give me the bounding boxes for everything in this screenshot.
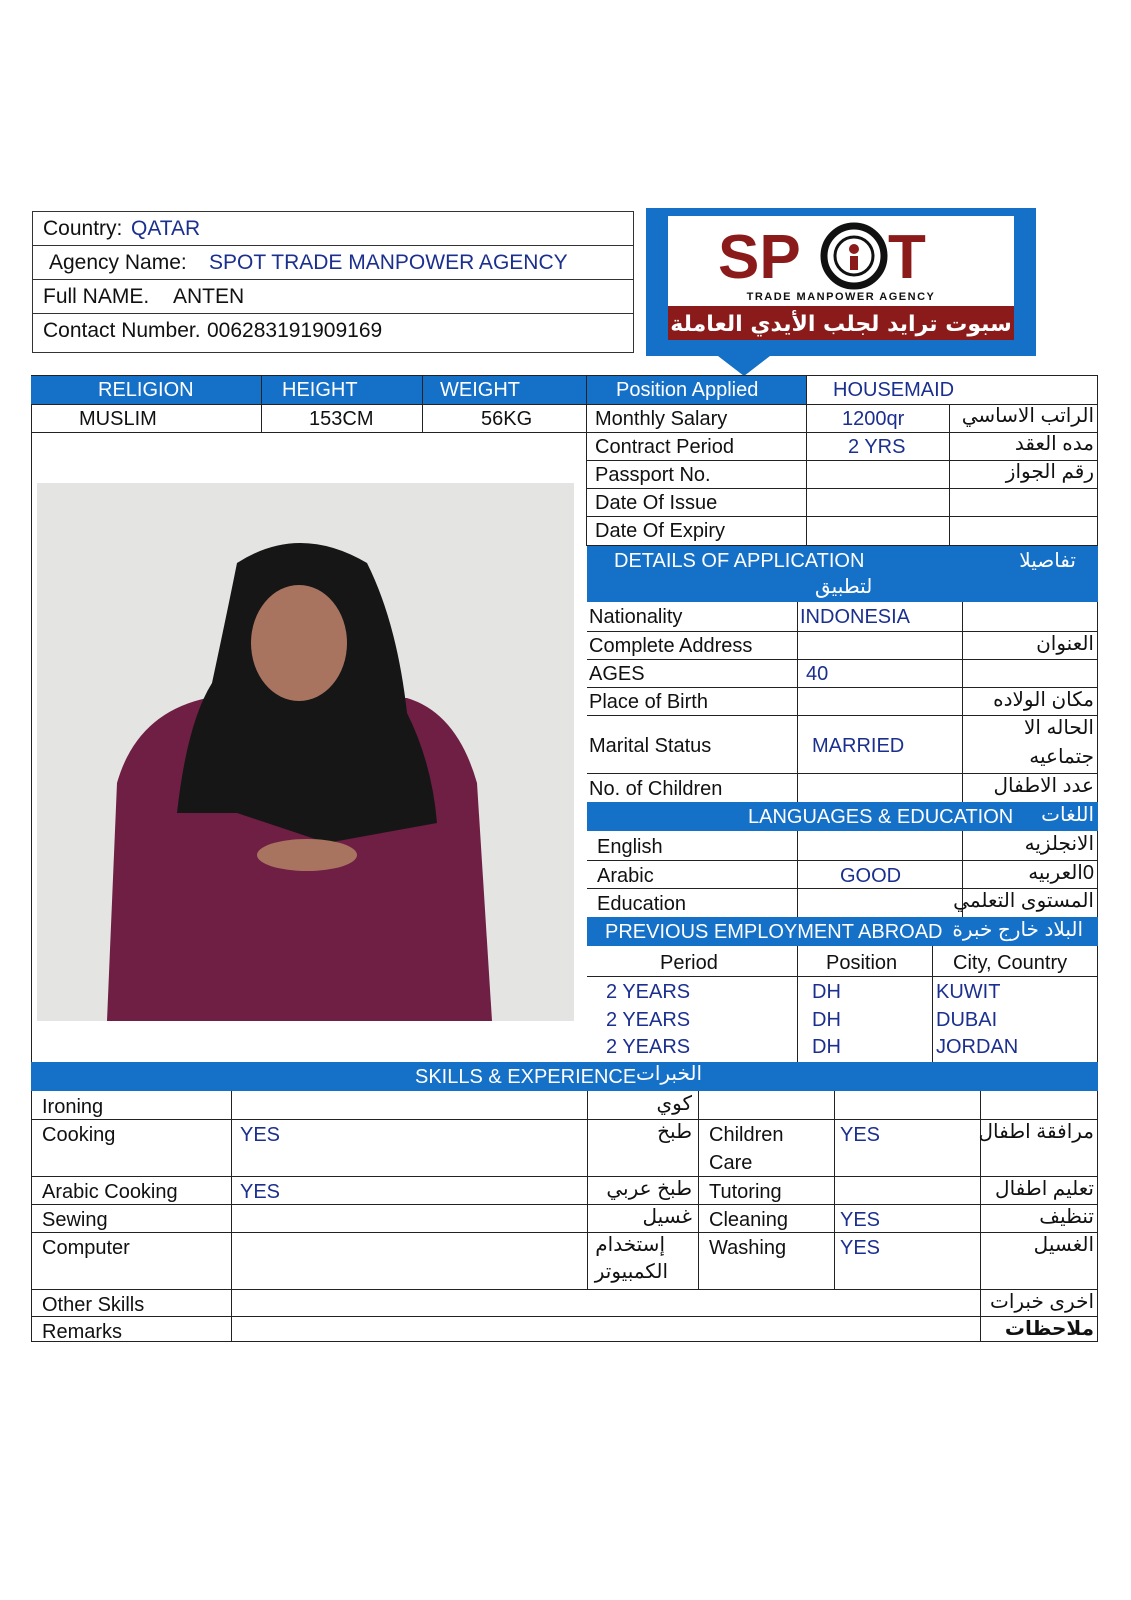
agency-logo — [646, 208, 1036, 356]
arabic-language-value: GOOD — [840, 865, 902, 887]
cleaning-arabic: تنظيف — [1039, 1206, 1094, 1228]
marital-status-arabic-1: الحاله الا — [1024, 717, 1094, 739]
height-value: 153CM — [309, 408, 374, 430]
place-of-birth-label: Place of Birth — [589, 691, 708, 713]
ironing-arabic: كوي — [656, 1093, 692, 1115]
religion-value: MUSLIM — [79, 408, 157, 430]
logo-pointer — [718, 356, 770, 376]
languages-header-ar: اللغات — [1041, 804, 1094, 826]
height-header: HEIGHT — [282, 379, 358, 401]
applicant-photo — [37, 483, 574, 1021]
computer-label: Computer — [42, 1237, 130, 1259]
monthly-salary-value: 1200qr — [842, 408, 905, 430]
education-arabic: المستوى التعلمي — [953, 890, 1094, 912]
employment-period: 2 YEARS — [606, 1009, 691, 1031]
computer-arabic-1: إستخدام — [595, 1234, 665, 1256]
sewing-arabic: غسيل — [642, 1206, 692, 1228]
arabic-cooking-arabic: طبخ عربي — [606, 1178, 692, 1200]
applicant-info-box — [32, 211, 634, 353]
spot-logo-graphic — [668, 216, 1014, 340]
weight-value: 56KG — [481, 408, 533, 430]
washing-value: YES — [840, 1237, 881, 1259]
tutoring-arabic: تعليم اطفال — [995, 1178, 1094, 1200]
contact-label: Contact Number. — [43, 319, 201, 342]
religion-header: RELIGION — [98, 379, 194, 401]
children-care-value: YES — [840, 1124, 881, 1146]
children-care-arabic: مرافقة اطفال — [978, 1121, 1094, 1143]
agency-value: SPOT TRADE MANPOWER AGENCY — [209, 251, 568, 274]
logo-arabic-name: سبوت ترايد لجلب الأيدي العاملة — [670, 312, 1012, 337]
washing-arabic: الغسيل — [1033, 1234, 1094, 1256]
employment-position: DH — [812, 1036, 841, 1058]
employment-period: 2 YEARS — [606, 1036, 691, 1058]
tutoring-label: Tutoring — [709, 1181, 782, 1203]
cooking-value: YES — [240, 1124, 281, 1146]
weight-header: WEIGHT — [440, 379, 520, 401]
contract-period-arabic: مده العقد — [1014, 433, 1094, 455]
washing-label: Washing — [709, 1237, 787, 1259]
remarks-label: Remarks — [42, 1321, 123, 1343]
agency-row — [33, 246, 633, 280]
education-label: Education — [597, 893, 686, 915]
agency-label: Agency Name: — [49, 251, 187, 274]
cleaning-label: Cleaning — [709, 1209, 788, 1231]
details-header-ar1: تفاصيلا — [1019, 550, 1076, 572]
children-count-label: No. of Children — [589, 778, 723, 800]
computer-arabic-2: الكمبيوتر — [594, 1261, 668, 1283]
children-care-label-2: Care — [709, 1152, 753, 1174]
english-label: English — [597, 836, 663, 858]
employment-col-position: Position — [826, 952, 898, 974]
employment-header-en: PREVIOUS EMPLOYMENT ABROAD — [605, 921, 943, 943]
name-row — [33, 280, 633, 314]
monthly-salary-label: Monthly Salary — [595, 408, 728, 430]
employment-city: JORDAN — [936, 1036, 1019, 1058]
address-arabic: العنوان — [1036, 633, 1094, 655]
passport-no-arabic: رقم الجواز — [1005, 461, 1094, 483]
position-applied-label: Position Applied — [616, 379, 759, 401]
nationality-label: Nationality — [589, 606, 683, 628]
contract-period-label: Contract Period — [595, 436, 734, 458]
marital-status-label: Marital Status — [589, 735, 712, 757]
marital-status-arabic-2: جتماعيه — [1029, 746, 1094, 768]
other-skills-arabic: اخرى خبرات — [990, 1291, 1094, 1313]
employment-position: DH — [812, 1009, 841, 1031]
arabic-cooking-value: YES — [240, 1181, 281, 1203]
skills-header-en: SKILLS & EXPERIENCE — [415, 1066, 637, 1088]
languages-header-en: LANGUAGES & EDUCATION — [748, 806, 1014, 828]
logo-subtitle: TRADE MANPOWER AGENCY — [746, 291, 936, 303]
ages-value: 40 — [806, 663, 829, 685]
contact-row — [33, 314, 633, 348]
details-header-ar2: لتطبيق — [815, 576, 873, 598]
employment-city: KUWIT — [936, 981, 1001, 1003]
arabic-language-label: Arabic — [597, 865, 654, 887]
name-value: ANTEN — [173, 285, 245, 308]
arabic-language-arabic: 0العربيه — [1028, 862, 1094, 884]
english-arabic: الانجلزيه — [1024, 833, 1094, 855]
employment-period: 2 YEARS — [606, 981, 691, 1003]
place-of-birth-arabic: مكان الولاده — [993, 689, 1094, 711]
contract-period-value: 2 YRS — [848, 436, 906, 458]
nationality-value: INDONESIA — [800, 606, 911, 628]
employment-col-city: City, Country — [953, 952, 1068, 974]
marital-status-value: MARRIED — [812, 735, 905, 757]
employment-position: DH — [812, 981, 841, 1003]
cleaning-value: YES — [840, 1209, 881, 1231]
date-of-issue-label: Date Of Issue — [595, 492, 718, 514]
monthly-salary-arabic: الراتب الاساسي — [961, 405, 1094, 427]
name-label: Full NAME. — [43, 285, 150, 308]
country-value: QATAR — [131, 217, 201, 240]
skills-header-ar: الخبرات — [636, 1063, 703, 1085]
logo-brand-t: T — [888, 223, 926, 292]
children-count-arabic: عدد الاطفال — [993, 775, 1094, 797]
country-label: Country: — [43, 217, 123, 240]
employment-header-ar: البلاد خارج خبرة — [952, 919, 1083, 941]
ironing-label: Ironing — [42, 1096, 104, 1118]
sewing-label: Sewing — [42, 1209, 108, 1231]
arabic-cooking-label: Arabic Cooking — [42, 1181, 178, 1203]
employment-city: DUBAI — [936, 1009, 998, 1031]
children-care-label-1: Children — [709, 1124, 784, 1146]
cooking-label: Cooking — [42, 1124, 116, 1146]
date-of-expiry-label: Date Of Expiry — [595, 520, 726, 542]
logo-brand-s-p: SP — [718, 223, 801, 292]
passport-no-label: Passport No. — [595, 464, 711, 486]
address-label: Complete Address — [589, 635, 753, 657]
ages-label: AGES — [589, 663, 645, 685]
employment-col-period: Period — [660, 952, 718, 974]
other-skills-label: Other Skills — [42, 1294, 145, 1316]
country-row — [33, 212, 633, 246]
position-applied-value: HOUSEMAID — [833, 379, 955, 401]
contact-value: 006283191909169 — [207, 319, 383, 342]
remarks-arabic: ملاحظات — [1004, 1318, 1094, 1340]
cooking-arabic: طبخ — [657, 1121, 692, 1143]
details-header-en: DETAILS OF APPLICATION — [614, 550, 865, 572]
